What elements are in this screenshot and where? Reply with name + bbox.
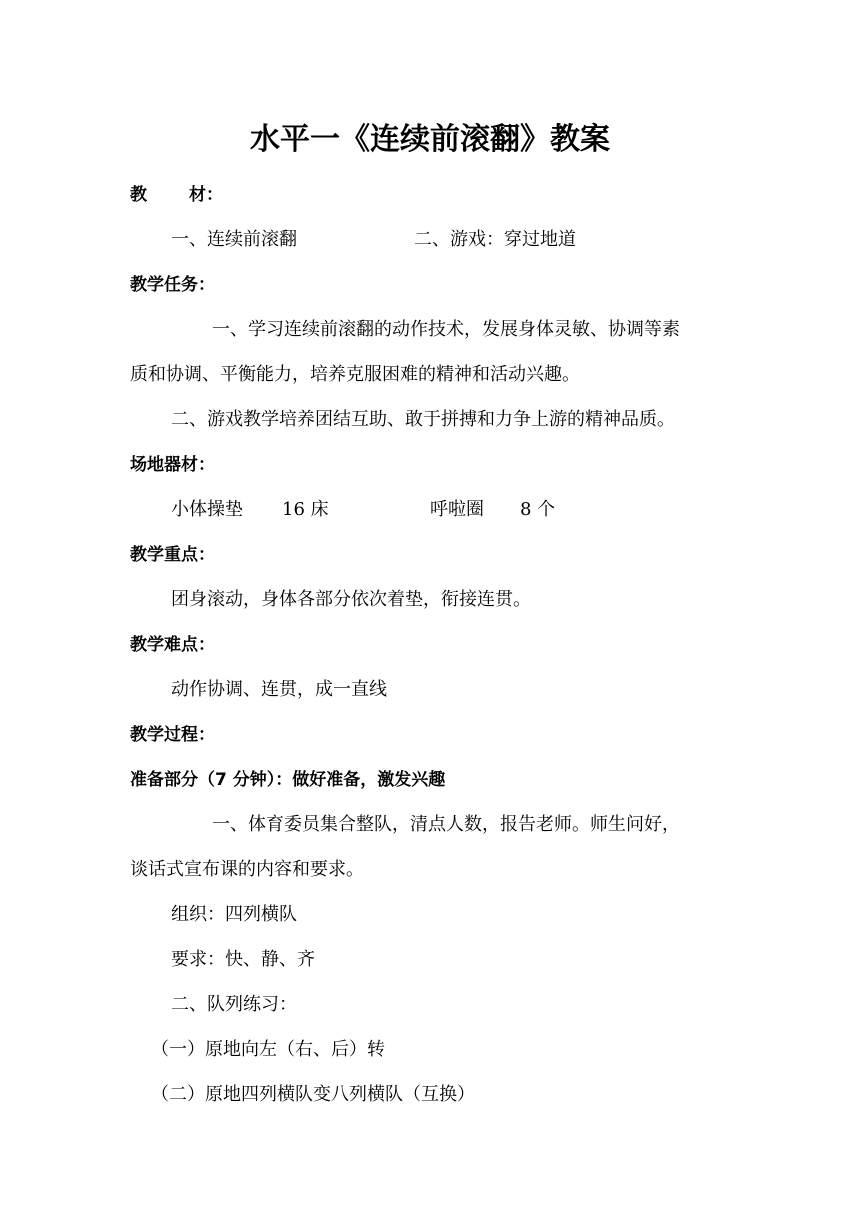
- material-heading-char: 教: [130, 185, 147, 205]
- material-item-2: 二、游戏：穿过地道: [414, 229, 576, 250]
- sub-item-2: （二）原地四列横队变八列横队（互换）: [151, 1084, 475, 1105]
- step2-text: 二、队列练习：: [171, 994, 297, 1015]
- equipment-item1-name: 小体操垫: [171, 499, 243, 520]
- step1-line1: 一、体育委员集合整队，清点人数，报告老师。师生问好，: [212, 814, 680, 835]
- equipment-item1-qty: 16 床: [282, 499, 329, 520]
- page-title: 水平一《连续前滚翻》教案: [250, 122, 610, 157]
- material-heading-label: 材：: [189, 185, 223, 205]
- equipment-item2-name: 呼啦圈: [430, 499, 484, 520]
- prep-heading: 准备部分（7 分钟）：做好准备，激发兴趣: [130, 770, 446, 790]
- tasks-p2: 二、游戏教学培养团结互助、敢于拼搏和力争上游的精神品质。: [171, 409, 675, 430]
- req-text: 要求：快、静、齐: [171, 949, 315, 970]
- tasks-p1-line1: 一、学习连续前滚翻的动作技术，发展身体灵敏、协调等素: [212, 319, 680, 340]
- tasks-heading: 教学任务：: [130, 275, 215, 295]
- sub-item-1: （一）原地向左（右、后）转: [151, 1039, 385, 1060]
- difficulty-text: 动作协调、连贯，成一直线: [171, 679, 387, 700]
- step1-line2: 谈话式宣布课的内容和要求。: [130, 859, 364, 880]
- key-point-text: 团身滚动，身体各部分依次着垫，衔接连贯。: [171, 589, 531, 610]
- key-point-heading: 教学重点：: [130, 545, 215, 565]
- process-heading: 教学过程：: [130, 725, 215, 745]
- equipment-heading: 场地器材：: [130, 455, 215, 475]
- material-item-1: 一、连续前滚翻: [171, 229, 297, 250]
- difficulty-heading: 教学难点：: [130, 635, 215, 655]
- equipment-item2-qty: 8 个: [520, 499, 556, 520]
- org-text: 组织：四列横队: [171, 904, 297, 925]
- tasks-p1-line2: 质和协调、平衡能力，培养克服困难的精神和活动兴趣。: [130, 364, 580, 385]
